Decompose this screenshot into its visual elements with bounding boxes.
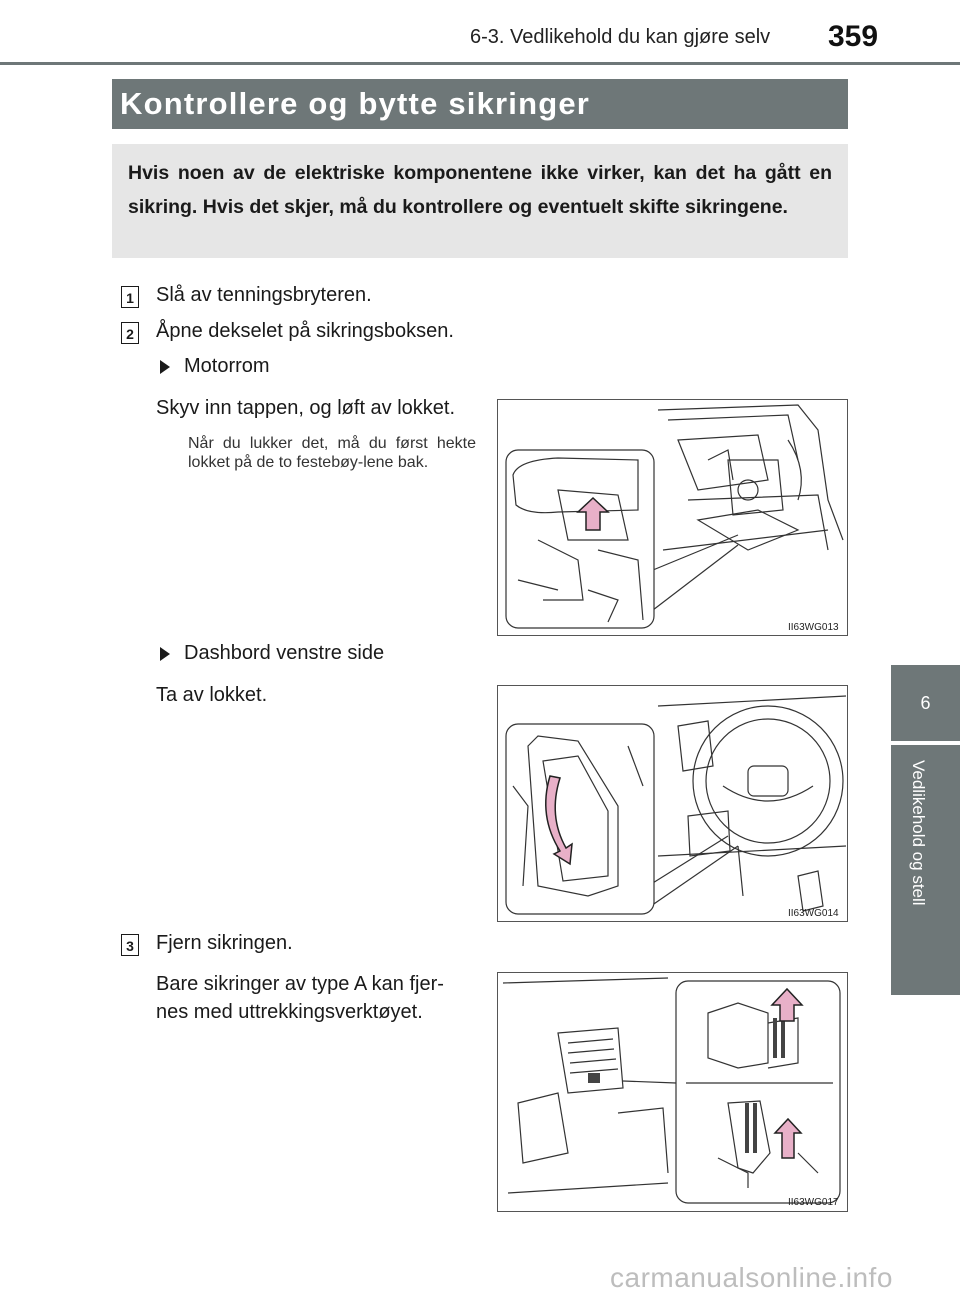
chapter-tab-number: 6 (891, 665, 960, 741)
engine-instruction: Skyv inn tappen, og løft av lokket. (156, 397, 456, 419)
engine-fuse-illustration (498, 400, 846, 634)
page-title: Kontrollere og bytte sikringer (112, 79, 848, 129)
bullet-engine-label: Motorrom (184, 355, 270, 377)
step-3-text: Fjern sikringen. (156, 932, 293, 954)
figure-dashboard-fuse-box (497, 685, 848, 922)
page-number: 359 (828, 20, 879, 53)
figure-fuse-removal (497, 972, 848, 1212)
step3-line-1: Bare sikringer av type A kan fjer- (156, 973, 444, 995)
dashboard-fuse-illustration (498, 686, 846, 920)
step-2-text: Åpne dekselet på sikringsboksen. (156, 320, 454, 342)
figure-code-removal: II63WG017 (788, 1197, 839, 1208)
figure-code-engine: II63WG013 (788, 622, 839, 633)
step-2-badge: 2 (121, 322, 139, 344)
section-title: 6-3. Vedlikehold du kan gjøre selv (470, 26, 771, 48)
bullet-dashboard-label: Dashbord venstre side (184, 642, 385, 664)
watermark: carmanualsonline.info (610, 1262, 893, 1293)
intro-box (112, 144, 848, 258)
chapter-tab-title: Vedlikehold og stell (909, 760, 928, 906)
intro-text: Hvis noen av de elektriske komponentene ikke virker, kan det ha gått en sikring. Hvis det skjer, må du kontrollere og eventuelt skifte sikringene. (128, 162, 832, 218)
bullet-dashboard-left (160, 642, 384, 665)
step-3-badge: 3 (121, 934, 139, 956)
figure-code-dashboard: II63WG014 (788, 908, 839, 919)
step3-line-2: nes med uttrekkingsverktøyet. (156, 1001, 423, 1023)
bullet-engine-compartment (160, 355, 270, 378)
figure-engine-fuse-box (497, 399, 848, 636)
fuse-removal-illustration (498, 973, 846, 1210)
engine-note: Når du lukker det, må du først hekte lokket på de to festebøy-lene bak. (188, 435, 476, 471)
dashboard-instruction: Ta av lokket. (156, 684, 268, 706)
header-rule (0, 62, 960, 65)
step-1-text: Slå av tenningsbryteren. (156, 284, 372, 306)
triangle-bullet-icon (160, 647, 170, 661)
step-1-badge: 1 (121, 286, 139, 308)
triangle-bullet-icon (160, 360, 170, 374)
